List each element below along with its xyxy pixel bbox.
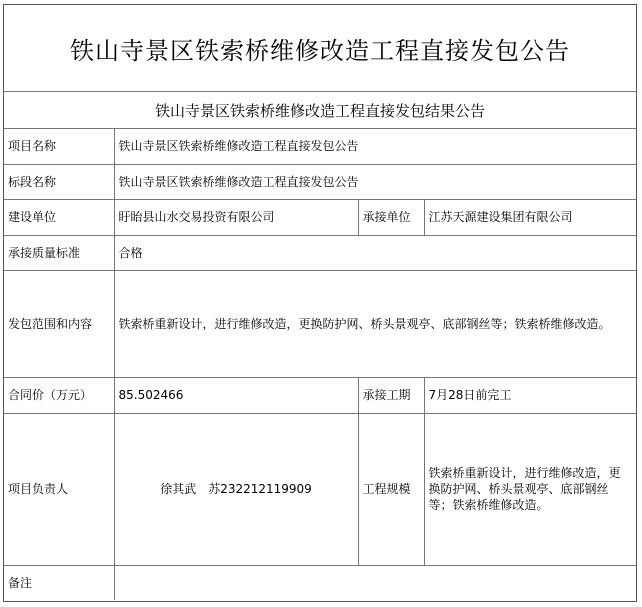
table-row: [4, 565, 636, 600]
manager-label: 项目负责人: [4, 413, 114, 565]
remark-label: 备注: [4, 565, 114, 600]
section-name-label: 标段名称: [4, 164, 114, 199]
table-row: [4, 413, 636, 565]
result-subtitle: 铁山寺景区铁索桥维修改造工程直接发包结果公告: [4, 92, 636, 129]
info-table: [4, 129, 636, 600]
quality-value: 合格: [114, 235, 636, 270]
project-name-label: 项目名称: [4, 129, 114, 164]
scope-label: 发包范围和内容: [4, 270, 114, 377]
period-value: 7月28日前完工: [424, 377, 636, 413]
table-row: [4, 377, 636, 413]
period-label: 承接工期: [358, 377, 424, 413]
contractor-value: 江苏天源建设集团有限公司: [424, 199, 636, 235]
builder-label: 建设单位: [4, 199, 114, 235]
table-row: [4, 235, 636, 270]
price-label: 合同价（万元）: [4, 377, 114, 413]
remark-value: [114, 565, 636, 600]
scale-value: 铁索桥重新设计，进行维修改造，更换防护网、桥头景观亭、底部钢丝等；铁索桥维修改造。: [424, 413, 636, 565]
scope-value: 铁索桥重新设计，进行维修改造，更换防护网、桥头景观亭、底部钢丝等；铁索桥维修改造。: [114, 270, 636, 377]
section-name-value: 铁山寺景区铁索桥维修改造工程直接发包公告: [114, 164, 636, 199]
price-value: 85.502466: [114, 377, 358, 413]
builder-value: 盱眙县山水交易投资有限公司: [114, 199, 358, 235]
project-name-value: 铁山寺景区铁索桥维修改造工程直接发包公告: [114, 129, 636, 164]
table-row: [4, 129, 636, 164]
announcement-sheet: [3, 4, 637, 602]
table-row: [4, 199, 636, 235]
scale-label: 工程规模: [358, 413, 424, 565]
quality-label: 承接质量标准: [4, 235, 114, 270]
manager-value: 徐其武 苏232212119909: [114, 413, 358, 565]
announcement-title: 铁山寺景区铁索桥维修改造工程直接发包公告: [4, 5, 636, 92]
contractor-label: 承接单位: [358, 199, 424, 235]
table-row: [4, 270, 636, 377]
table-row: [4, 164, 636, 199]
